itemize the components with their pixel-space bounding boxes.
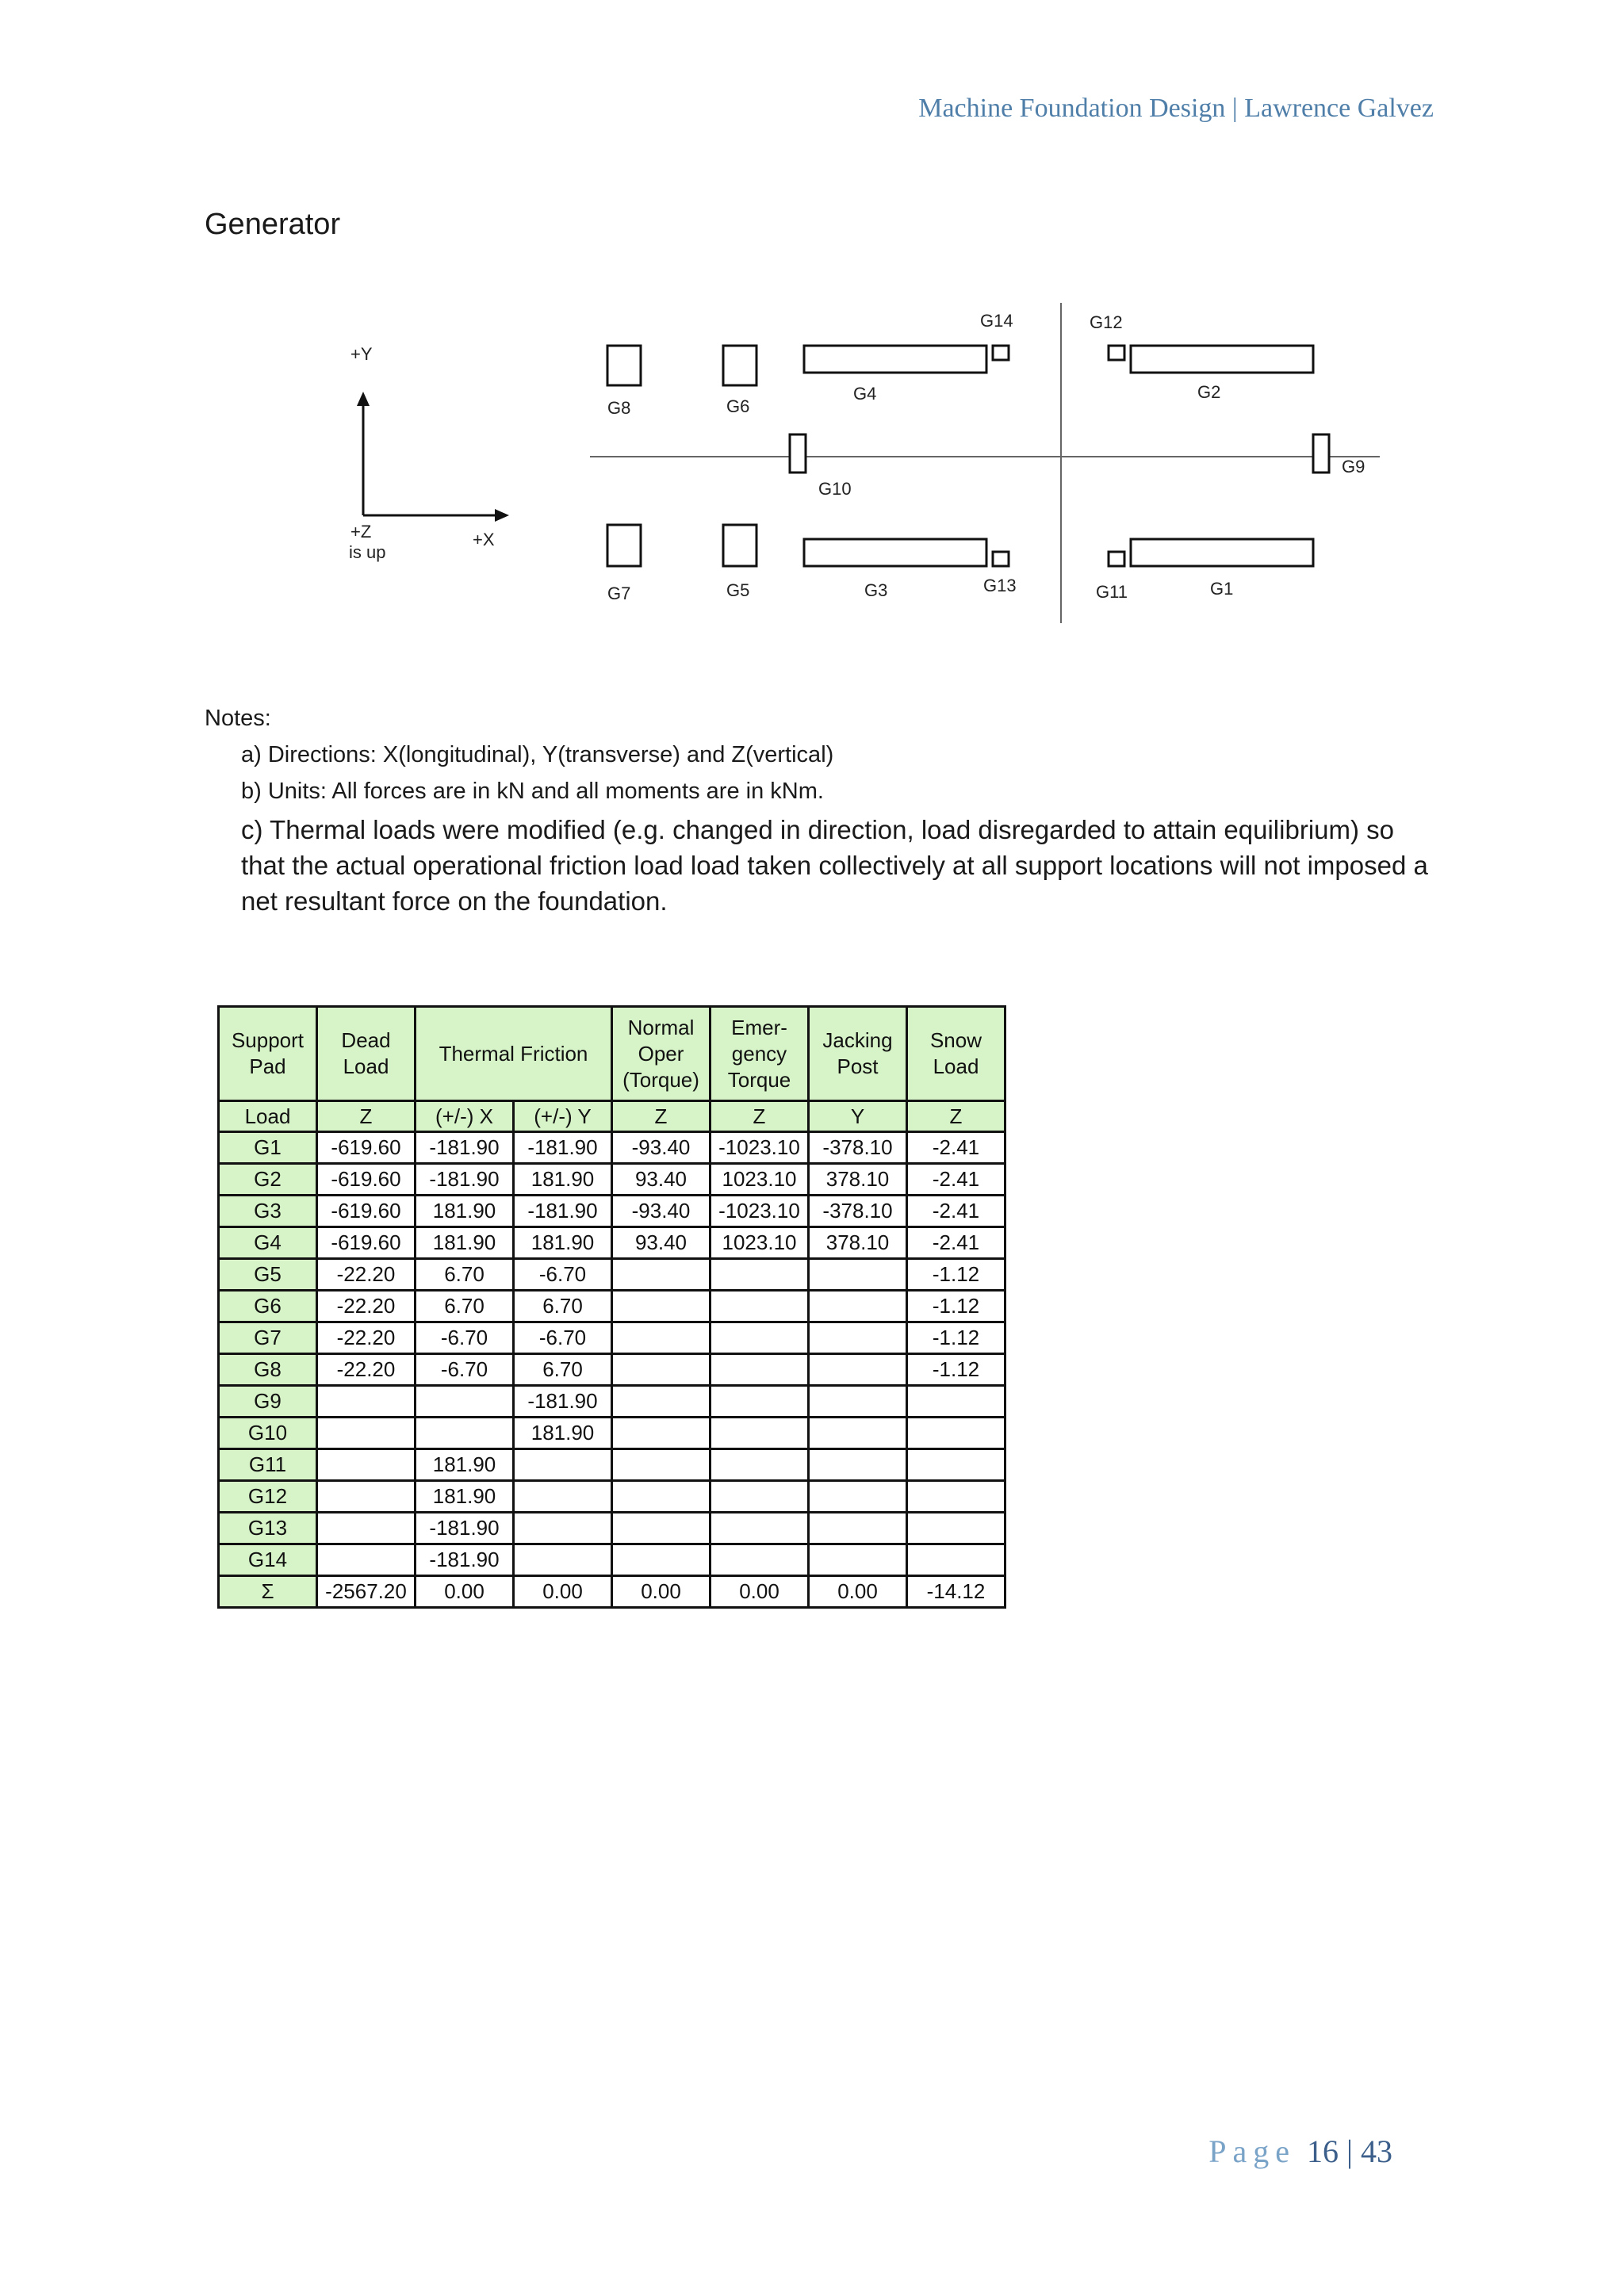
table-cell: -1023.10 [710,1132,809,1164]
table-cell: 1023.10 [710,1227,809,1259]
running-header: Machine Foundation Design | Lawrence Galvez [918,94,1434,123]
pad-label-g13: G13 [983,576,1017,595]
table-cell: 181.90 [514,1164,612,1196]
row-pad-label: Σ [219,1576,317,1608]
table-row [219,1418,1005,1449]
table-cell [514,1513,612,1544]
table-cell [317,1449,416,1481]
page-word: Page [1208,2133,1296,2169]
pad-g11 [1109,552,1124,566]
pad-g3 [804,539,986,566]
table-cell: -181.90 [416,1513,514,1544]
table-cell: 378.10 [809,1164,907,1196]
pad-g7 [607,525,641,566]
table-cell: -1.12 [907,1291,1005,1322]
table-cell [514,1449,612,1481]
table-cell: -619.60 [317,1196,416,1227]
pad-g14 [993,346,1009,360]
table-row [219,1576,1005,1608]
pad-g1 [1131,539,1313,566]
table-cell: -6.70 [416,1354,514,1386]
table-units-row [219,1101,1005,1132]
pad-label-g6: G6 [726,396,750,416]
pad-g13 [993,552,1009,566]
page-footer: Page 16 | 43 [1208,2133,1392,2169]
table-cell: -22.20 [317,1354,416,1386]
table-cell [317,1544,416,1576]
table-cell [710,1291,809,1322]
row-pad-label: G8 [219,1354,317,1386]
table-cell [710,1481,809,1513]
table-cell: -6.70 [416,1322,514,1354]
row-pad-label: G2 [219,1164,317,1196]
table-cell [710,1354,809,1386]
pad-g8 [607,346,641,385]
table-cell [907,1513,1005,1544]
units-cell: (+/-) Y [514,1101,612,1132]
header-jacking-post: Jacking Post [809,1007,907,1101]
table-cell: 181.90 [416,1449,514,1481]
table-cell: -181.90 [514,1196,612,1227]
table-cell: 93.40 [612,1227,710,1259]
pad-label-g1: G1 [1210,579,1234,599]
row-pad-label: G6 [219,1291,317,1322]
table-cell: -2.41 [907,1132,1005,1164]
pad-g12 [1109,346,1124,360]
table-cell [416,1418,514,1449]
axis-label-y: +Y [350,344,373,364]
table-row [219,1322,1005,1354]
table-row [219,1449,1005,1481]
table-cell [612,1354,710,1386]
header-snow-load: Snow Load [907,1007,1005,1101]
support-pad-load-table [217,1005,1006,1609]
table-cell: 93.40 [612,1164,710,1196]
row-pad-label: G1 [219,1132,317,1164]
header-support-pad: Support Pad [219,1007,317,1101]
table-cell [612,1386,710,1418]
table-cell [710,1259,809,1291]
units-cell: Z [612,1101,710,1132]
table-cell: 0.00 [809,1576,907,1608]
table-cell [710,1322,809,1354]
row-pad-label: G12 [219,1481,317,1513]
table-cell [612,1259,710,1291]
pad-g4 [804,346,986,373]
table-row [219,1227,1005,1259]
note-thermal-loads: c) Thermal loads were modified (e.g. changed in direction, load disregarded to attain equilibrium) so that the actual operational friction load load taken collectively at all support locations will not imposed a net resultant force on the foundation. [241,815,1428,916]
table-row [219,1196,1005,1227]
table-row [219,1481,1005,1513]
table-cell [809,1481,907,1513]
row-pad-label: G14 [219,1544,317,1576]
units-cell: Y [809,1101,907,1132]
notes-title: Notes: [205,706,271,731]
row-pad-label: G7 [219,1322,317,1354]
table-cell: 0.00 [612,1576,710,1608]
table-cell: -181.90 [514,1132,612,1164]
table-cell: 0.00 [710,1576,809,1608]
table-cell [514,1544,612,1576]
table-cell: 181.90 [416,1196,514,1227]
table-cell: -378.10 [809,1132,907,1164]
table-cell [612,1418,710,1449]
pad-g6 [723,346,756,385]
table-cell [907,1386,1005,1418]
table-cell: -6.70 [514,1322,612,1354]
table-cell [710,1513,809,1544]
table-cell [317,1481,416,1513]
table-cell [907,1481,1005,1513]
table-row [219,1291,1005,1322]
table-row [219,1354,1005,1386]
pad-g9 [1313,434,1329,473]
table-cell [809,1259,907,1291]
table-cell: 181.90 [416,1227,514,1259]
table-cell: -22.20 [317,1291,416,1322]
table-cell: -1.12 [907,1354,1005,1386]
pad-label-g11: G11 [1096,582,1128,602]
table-cell: -1023.10 [710,1196,809,1227]
table-cell: -181.90 [416,1132,514,1164]
row-pad-label: G3 [219,1196,317,1227]
row-pad-label: G11 [219,1449,317,1481]
pad-label-g8: G8 [607,398,631,418]
table-cell: 0.00 [416,1576,514,1608]
table-cell [907,1418,1005,1449]
page-number: 16 [1306,2133,1339,2169]
pad-label-g14: G14 [980,311,1013,331]
note-units: b) Units: All forces are in kN and all moments are in kNm. [241,779,824,804]
pad-label-g10: G10 [818,479,852,499]
section-title: Generator [205,208,341,241]
table-cell: -14.12 [907,1576,1005,1608]
row-pad-label: G10 [219,1418,317,1449]
table-cell [612,1291,710,1322]
pad-g10 [790,434,806,473]
table-cell [612,1322,710,1354]
table-cell: 181.90 [416,1481,514,1513]
units-cell: Z [710,1101,809,1132]
table-cell [710,1386,809,1418]
table-cell [612,1544,710,1576]
table-row [219,1513,1005,1544]
table-cell: -1.12 [907,1259,1005,1291]
pad-label-g12: G12 [1090,312,1123,332]
page-total: 43 [1361,2133,1392,2169]
pad-label-g3: G3 [864,580,888,600]
units-cell: (+/-) X [416,1101,514,1132]
table-cell: -1.12 [907,1322,1005,1354]
table-cell: 6.70 [514,1354,612,1386]
pad-label-g9: G9 [1342,457,1365,476]
table-cell [710,1418,809,1449]
table-cell: -22.20 [317,1259,416,1291]
pad-label-g7: G7 [607,584,631,603]
pad-g2 [1131,346,1313,373]
table-cell: -93.40 [612,1196,710,1227]
axis-label-x: +X [473,530,495,549]
table-cell [907,1544,1005,1576]
table-cell: -181.90 [416,1164,514,1196]
table-body [219,1132,1005,1608]
table-cell [317,1386,416,1418]
table-row [219,1386,1005,1418]
table-cell: -378.10 [809,1196,907,1227]
pad-label-g2: G2 [1197,382,1221,402]
table-cell: -619.60 [317,1132,416,1164]
row-pad-label: G4 [219,1227,317,1259]
table-cell: -2.41 [907,1164,1005,1196]
table-cell: 6.70 [416,1291,514,1322]
table-cell [809,1513,907,1544]
pad-label-g5: G5 [726,580,750,600]
table-cell [809,1386,907,1418]
table-cell [809,1291,907,1322]
axis-label-z: +Z [350,522,372,541]
table-cell [907,1449,1005,1481]
header-emergency-torque: Emer- gency Torque [710,1007,809,1101]
row-pad-label: G5 [219,1259,317,1291]
axis-indicator [349,344,509,562]
table-cell: -2.41 [907,1196,1005,1227]
table-cell [317,1513,416,1544]
support-pad-layout-diagram [301,293,1411,642]
table-cell: 181.90 [514,1418,612,1449]
units-cell: Z [317,1101,416,1132]
units-cell: Z [907,1101,1005,1132]
table-cell [710,1449,809,1481]
table-cell [809,1544,907,1576]
table-cell [612,1449,710,1481]
pad-g5 [723,525,756,566]
header-thermal-friction: Thermal Friction [416,1007,612,1101]
note-directions: a) Directions: X(longitudinal), Y(transverse) and Z(vertical) [241,742,834,767]
axis-label-z-note: is up [349,542,386,562]
table-cell [612,1513,710,1544]
table-cell: -6.70 [514,1259,612,1291]
table-row [219,1164,1005,1196]
table-cell [612,1481,710,1513]
table-cell: -619.60 [317,1164,416,1196]
table-cell [809,1322,907,1354]
table-row [219,1132,1005,1164]
table-cell: -181.90 [416,1544,514,1576]
table-cell: 0.00 [514,1576,612,1608]
table-cell: 181.90 [514,1227,612,1259]
table-cell [809,1354,907,1386]
table-cell [416,1386,514,1418]
table-cell [809,1418,907,1449]
table-cell: 6.70 [514,1291,612,1322]
table-cell: -22.20 [317,1322,416,1354]
table-cell [514,1481,612,1513]
units-cell: Load [219,1101,317,1132]
pad-label-g4: G4 [853,384,877,404]
header-normal-oper: Normal Oper (Torque) [612,1007,710,1101]
table-cell [809,1449,907,1481]
table-cell: -619.60 [317,1227,416,1259]
table-cell: 6.70 [416,1259,514,1291]
table-cell: -93.40 [612,1132,710,1164]
table-cell: -181.90 [514,1386,612,1418]
table-row [219,1259,1005,1291]
table-cell [710,1544,809,1576]
row-pad-label: G13 [219,1513,317,1544]
table-cell [317,1418,416,1449]
table-cell: -2567.20 [317,1576,416,1608]
row-pad-label: G9 [219,1386,317,1418]
header-dead-load: Dead Load [317,1007,416,1101]
table-row [219,1544,1005,1576]
table-cell: 1023.10 [710,1164,809,1196]
table-cell: 378.10 [809,1227,907,1259]
table-cell: -2.41 [907,1227,1005,1259]
table-header-row [219,1007,1005,1101]
